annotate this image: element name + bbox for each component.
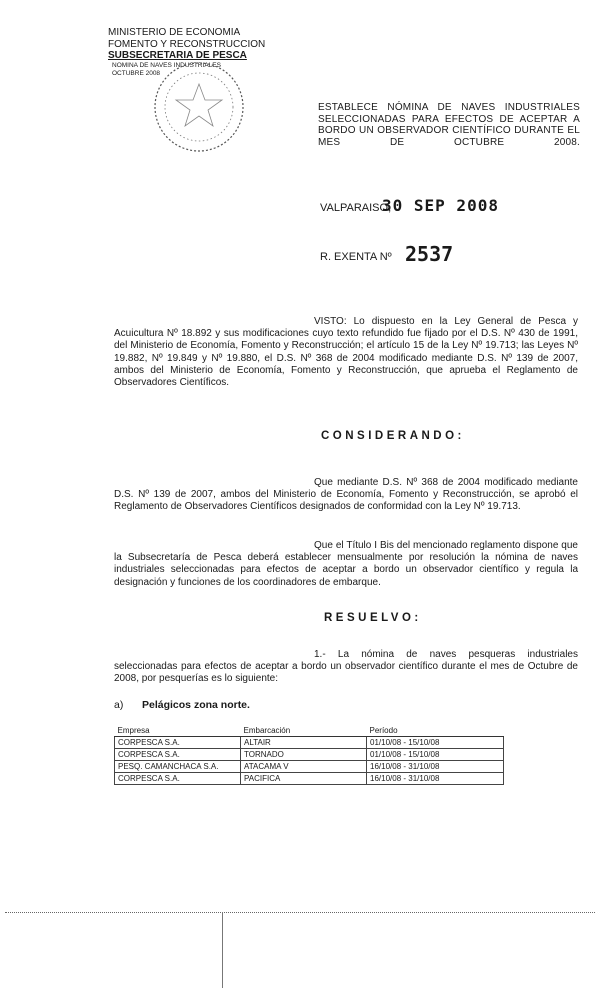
cell-empresa: CORPESCA S.A. [115,749,241,761]
cell-periodo: 01/10/08 - 15/10/08 [367,737,504,749]
table-row [115,749,504,761]
header-empresa: Empresa [115,725,241,737]
cell-empresa: PESQ. CAMANCHACA S.A. [115,761,241,773]
subsecretaria-name: SUBSECRETARIA DE PESCA [108,50,247,61]
resolution-number: 2537 [405,242,454,266]
date-stamp: 30 SEP 2008 [382,196,499,215]
table-header-row [115,725,504,737]
section-a-title: a) Pelágicos zona norte. [114,699,250,711]
considerando-2: Que el Título I Bis del mencionado reglamento dispone que la Subsecretaría de Pesca deberá establecer mensualmente por resolución la nómina de naves industriales seleccionadas para efectos de aceptar a bordo un observador científico y regula la designación y funciones de los coordinadores de embarque. [114,540,578,588]
section-a-label: a) [114,699,124,711]
table-row [115,773,504,785]
visto-lead: VISTO: [314,316,347,327]
visto-text: Lo dispuesto en la Ley General de Pesca y Acuicultura Nº 18.892 y sus modificaciones cuyo texto refundido fue fijado por el D.S. Nº 430 de 1991, del Ministerio de Economía, Fomento y Reconstrucción; el artículo 15 de la Ley Nº 19.713; las Leyes Nº 19.882, Nº 19.849 y Nº 19.880, el D.S. Nº 368 de 2004 modificado mediante D.S. Nº 139 de 2007, ambos del Ministerio de Economía, Fomento y Reconstrucción, que aprueba el Reglamento de Observadores Científicos. [114,316,578,389]
cell-embarcacion: ALTAIR [241,737,367,749]
page-fold-line [222,912,223,988]
considerando-heading: CONSIDERANDO: [321,430,465,442]
place-label: VALPARAISO, [320,202,392,214]
visto-paragraph [114,316,578,389]
considerando-1: Que mediante D.S. Nº 368 de 2004 modificado mediante D.S. Nº 139 de 2007, ambos del Ministerio de Economía, Fomento y Reconstrucción, se aprobó el Reglamento de Observadores Científicos designados de conformidad con la Ley Nº 19.713. [114,477,578,513]
resolution-label: R. EXENTA Nº [320,251,392,263]
ministry-name: MINISTERIO DE ECONOMIA [108,27,241,38]
resuelvo-1: 1.- La nómina de naves pesqueras industriales seleccionadas para efectos de aceptar a bordo un observador científico durante el mes de Octubre de 2008, por pesquerías es lo siguiente: [114,649,578,685]
cell-empresa: CORPESCA S.A. [115,773,241,785]
ministry-name-2: FOMENTO Y RECONSTRUCCION [108,38,266,50]
stamp-line-1: NOMINA DE NAVES INDUSTRIALES [112,61,221,69]
vessel-table [114,725,504,785]
cell-embarcacion: PACIFICA [241,773,367,785]
cell-periodo: 16/10/08 - 31/10/08 [367,773,504,785]
cell-periodo: 01/10/08 - 15/10/08 [367,749,504,761]
cell-empresa: CORPESCA S.A. [115,737,241,749]
official-seal-icon [150,58,248,156]
resuelvo-heading: RESUELVO: [324,612,422,624]
header-periodo: Período [367,725,504,737]
cell-embarcacion: ATACAMA V [241,761,367,773]
table-row [115,761,504,773]
resolution-subject: ESTABLECE NÓMINA DE NAVES INDUSTRIALES SELECCIONADAS PARA EFECTOS DE ACEPTAR A BORDO UN OBSERVADOR CIENTÍFICO DURANTE EL MES DE OCTUBRE 2008. [318,102,580,148]
cell-periodo: 16/10/08 - 31/10/08 [367,761,504,773]
header-embarcacion: Embarcación [241,725,367,737]
page-divider [5,912,595,913]
table-row [115,737,504,749]
cell-embarcacion: TORNADO [241,749,367,761]
stamp-line-2: OCTUBRE 2008 [112,69,161,77]
